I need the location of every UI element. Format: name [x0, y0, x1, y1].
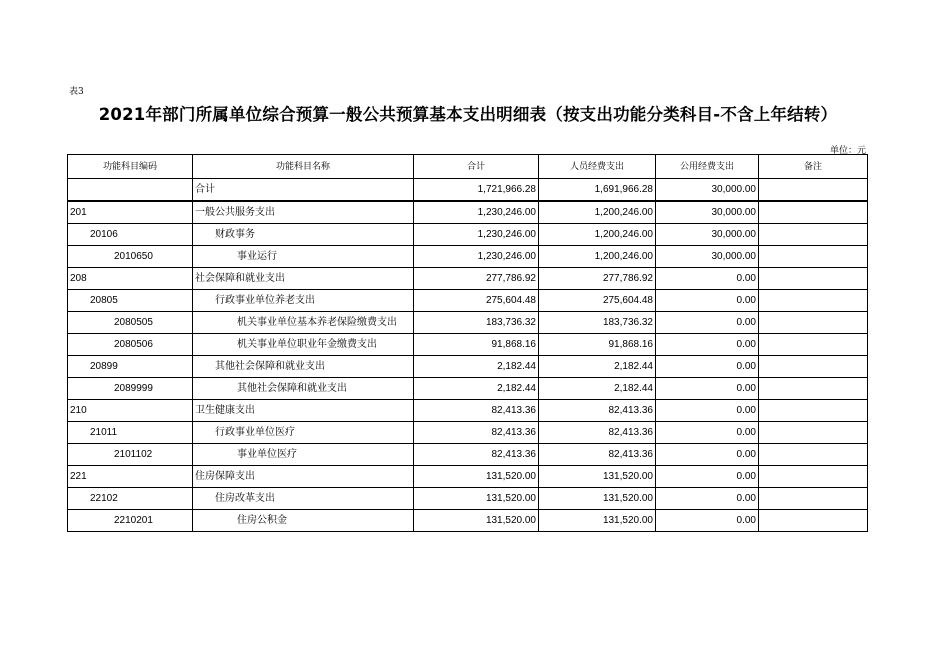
row-public: 0.00 [656, 510, 759, 532]
row-code: 22102 [68, 488, 193, 510]
row-personnel: 82,413.36 [539, 422, 656, 444]
row-total: 131,520.00 [414, 510, 539, 532]
row-public: 0.00 [656, 356, 759, 378]
row-note [759, 224, 868, 246]
table-number: 表3 [69, 87, 84, 97]
table-row [68, 201, 868, 224]
row-code: 20805 [68, 290, 193, 312]
row-name: 行政事业单位医疗 [193, 422, 414, 444]
row-personnel: 2,182.44 [539, 378, 656, 400]
row-name: 事业单位医疗 [193, 444, 414, 466]
row-total: 1,230,246.00 [414, 246, 539, 268]
row-public: 0.00 [656, 290, 759, 312]
row-total: 82,413.36 [414, 400, 539, 422]
row-personnel: 275,604.48 [539, 290, 656, 312]
unit-label: 单位：元 [829, 146, 866, 156]
row-total: 1,230,246.00 [414, 224, 539, 246]
row-note [759, 422, 868, 444]
row-note [759, 444, 868, 466]
row-code: 208 [68, 268, 193, 290]
row-name: 一般公共服务支出 [193, 201, 414, 224]
row-public: 0.00 [656, 422, 759, 444]
row-personnel: 131,520.00 [539, 488, 656, 510]
row-public: 0.00 [656, 268, 759, 290]
row-code: 2210201 [68, 510, 193, 532]
row-name: 事业运行 [193, 246, 414, 268]
table-row [68, 334, 868, 356]
row-personnel: 91,868.16 [539, 334, 656, 356]
header-note: 备注 [759, 155, 868, 179]
row-personnel: 1,200,246.00 [539, 224, 656, 246]
row-code: 20106 [68, 224, 193, 246]
expenditure-table [67, 154, 868, 532]
row-personnel: 2,182.44 [539, 356, 656, 378]
row-note [759, 510, 868, 532]
table-row [68, 312, 868, 334]
row-name: 行政事业单位养老支出 [193, 290, 414, 312]
table-header-row [68, 155, 868, 179]
row-name: 住房改革支出 [193, 488, 414, 510]
row-personnel: 131,520.00 [539, 510, 656, 532]
row-name: 其他社会保障和就业支出 [193, 378, 414, 400]
header-personnel: 人员经费支出 [539, 155, 656, 179]
row-code: 2080505 [68, 312, 193, 334]
row-total: 1,230,246.00 [414, 201, 539, 224]
table-row [68, 224, 868, 246]
row-public: 0.00 [656, 378, 759, 400]
total-code [68, 179, 193, 202]
row-note [759, 400, 868, 422]
row-note [759, 268, 868, 290]
total-name: 合计 [193, 179, 414, 202]
table-row [68, 400, 868, 422]
header-name: 功能科目名称 [193, 155, 414, 179]
row-public: 0.00 [656, 334, 759, 356]
row-name: 机关事业单位职业年金缴费支出 [193, 334, 414, 356]
header-code: 功能科目编码 [68, 155, 193, 179]
row-total: 183,736.32 [414, 312, 539, 334]
row-total: 131,520.00 [414, 488, 539, 510]
row-name: 社会保障和就业支出 [193, 268, 414, 290]
row-public: 0.00 [656, 488, 759, 510]
row-public: 30,000.00 [656, 246, 759, 268]
header-total: 合计 [414, 155, 539, 179]
table-row [68, 356, 868, 378]
row-code: 221 [68, 466, 193, 488]
table-row [68, 378, 868, 400]
row-total: 82,413.36 [414, 422, 539, 444]
table-row [68, 466, 868, 488]
row-personnel: 183,736.32 [539, 312, 656, 334]
row-name: 住房保障支出 [193, 466, 414, 488]
table-row [68, 268, 868, 290]
row-note [759, 246, 868, 268]
row-personnel: 1,200,246.00 [539, 201, 656, 224]
row-total: 2,182.44 [414, 356, 539, 378]
table-row [68, 488, 868, 510]
total-note [759, 179, 868, 202]
table-row [68, 422, 868, 444]
row-note [759, 201, 868, 224]
table-row [68, 444, 868, 466]
row-public: 0.00 [656, 466, 759, 488]
row-note [759, 334, 868, 356]
row-total: 91,868.16 [414, 334, 539, 356]
row-note [759, 312, 868, 334]
row-total: 131,520.00 [414, 466, 539, 488]
row-code: 2080506 [68, 334, 193, 356]
row-note [759, 356, 868, 378]
row-note [759, 290, 868, 312]
table-row [68, 290, 868, 312]
row-code: 2089999 [68, 378, 193, 400]
row-public: 0.00 [656, 312, 759, 334]
row-total: 277,786.92 [414, 268, 539, 290]
row-code: 2101102 [68, 444, 193, 466]
row-name: 卫生健康支出 [193, 400, 414, 422]
row-personnel: 131,520.00 [539, 466, 656, 488]
row-name: 住房公积金 [193, 510, 414, 532]
row-personnel: 82,413.36 [539, 444, 656, 466]
row-total: 82,413.36 [414, 444, 539, 466]
page-title: 2021年部门所属单位综合预算一般公共预算基本支出明细表（按支出功能分类科目-不含上年结转） [98, 105, 838, 124]
row-personnel: 82,413.36 [539, 400, 656, 422]
header-public: 公用经费支出 [656, 155, 759, 179]
row-note [759, 466, 868, 488]
row-name: 其他社会保障和就业支出 [193, 356, 414, 378]
row-name: 机关事业单位基本养老保险缴费支出 [193, 312, 414, 334]
total-public: 30,000.00 [656, 179, 759, 202]
row-total: 275,604.48 [414, 290, 539, 312]
row-name: 财政事务 [193, 224, 414, 246]
row-code: 201 [68, 201, 193, 224]
row-personnel: 1,200,246.00 [539, 246, 656, 268]
row-code: 210 [68, 400, 193, 422]
table-row [68, 510, 868, 532]
row-personnel: 277,786.92 [539, 268, 656, 290]
row-code: 2010650 [68, 246, 193, 268]
total-amount: 1,721,966.28 [414, 179, 539, 202]
row-public: 0.00 [656, 444, 759, 466]
total-personnel: 1,691,966.28 [539, 179, 656, 202]
row-note [759, 378, 868, 400]
row-code: 20899 [68, 356, 193, 378]
row-note [759, 488, 868, 510]
row-code: 21011 [68, 422, 193, 444]
row-public: 30,000.00 [656, 201, 759, 224]
row-public: 0.00 [656, 400, 759, 422]
total-row [68, 179, 868, 202]
table-row [68, 246, 868, 268]
row-public: 30,000.00 [656, 224, 759, 246]
row-total: 2,182.44 [414, 378, 539, 400]
